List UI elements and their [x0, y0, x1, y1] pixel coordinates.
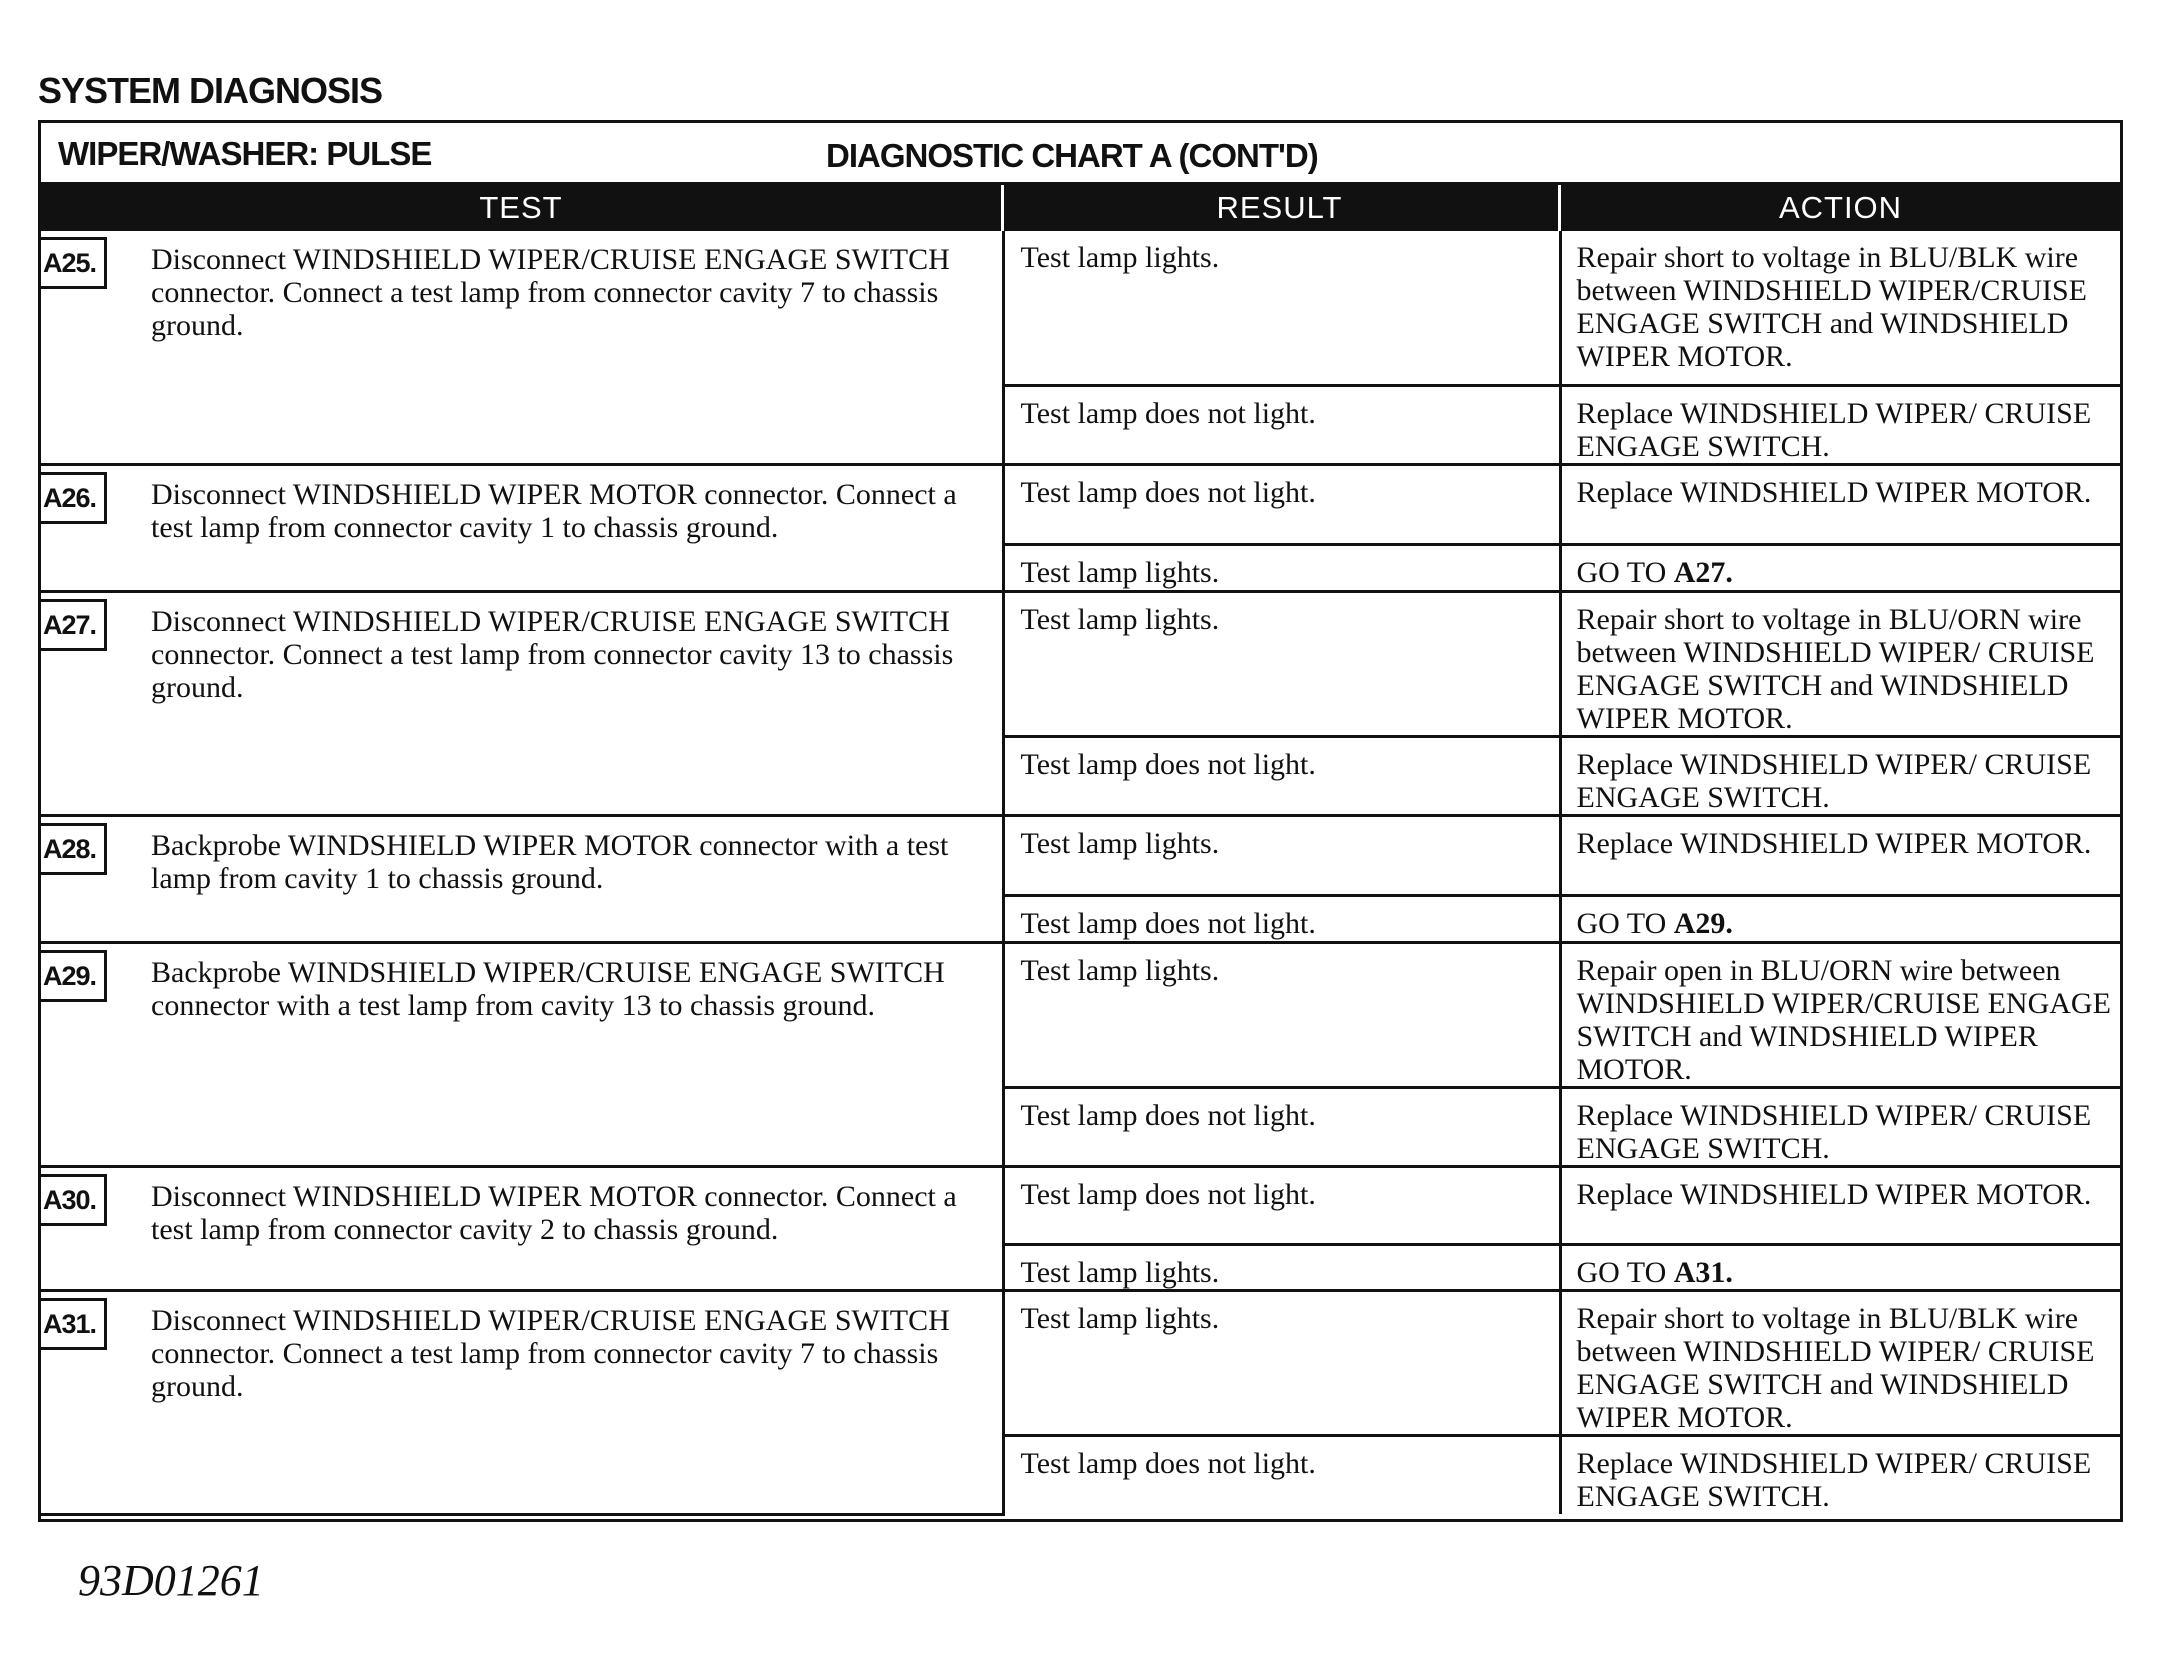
column-headers [41, 185, 2120, 231]
test-cell [41, 464, 1003, 591]
page-heading: SYSTEM DIAGNOSIS [38, 70, 383, 111]
action-text: Repair short to voltage in BLU/ORN wire between WINDSHIELD WIPER/ CRUISE ENGAGE SWITCH and WINDSHIELD WIPER MOTOR. [1576, 602, 2095, 735]
action-cell [1560, 1087, 2120, 1166]
action-text: Replace WINDSHIELD WIPER/ CRUISE ENGAGE SWITCH. [1576, 1098, 2092, 1165]
result-text: Test lamp does not light. [1020, 475, 1316, 509]
result-text: Test lamp does not light. [1020, 396, 1316, 430]
result-cell [1003, 385, 1560, 464]
action-cell [1560, 1435, 2120, 1514]
action-text: Replace WINDSHIELD WIPER/ CRUISE ENGAGE SWITCH. [1576, 747, 2092, 814]
test-instruction: Disconnect WINDSHIELD WIPER MOTOR connector. Connect a test lamp from connector cavity 1 to chassis ground. [151, 477, 957, 544]
result-text: Test lamp lights. [1020, 1301, 1220, 1335]
step-number: A27. [41, 599, 107, 651]
result-cell [1003, 895, 1560, 942]
step-number: A29. [41, 950, 107, 1002]
result-text: Test lamp lights. [1020, 555, 1220, 589]
action-cell [1560, 231, 2120, 385]
result-text: Test lamp does not light. [1020, 906, 1316, 940]
goto-step-ref: A31. [1673, 1255, 1733, 1289]
action-cell [1560, 1166, 2120, 1244]
step-number: A26. [41, 472, 107, 524]
table-row [41, 464, 2120, 544]
action-text: Replace WINDSHIELD WIPER MOTOR. [1576, 1177, 2092, 1211]
chart-title: DIAGNOSTIC CHART A (CONT'D) [826, 137, 1318, 174]
result-cell [1003, 464, 1560, 544]
result-cell [1003, 231, 1560, 385]
action-text: Repair open in BLU/ORN wire between WINDSHIELD WIPER/CRUISE ENGAGE SWITCH and WINDSHIELD WIPER MOTOR. [1576, 953, 2111, 1086]
result-text: Test lamp lights. [1020, 953, 1220, 987]
system-name: WIPER/WASHER: PULSE [58, 135, 432, 172]
test-instruction: Disconnect WINDSHIELD WIPER MOTOR connector. Connect a test lamp from connector cavity 2 to chassis ground. [151, 1179, 957, 1246]
test-instruction: Disconnect WINDSHIELD WIPER/CRUISE ENGAGE SWITCH connector. Connect a test lamp from connector cavity 7 to chassis ground. [151, 1303, 950, 1403]
test-cell [41, 942, 1003, 1166]
result-cell [1003, 1244, 1560, 1290]
action-text [1577, 907, 2113, 940]
step-number: A25. [41, 237, 107, 289]
result-text: Test lamp lights. [1020, 241, 1220, 274]
result-cell [1003, 942, 1560, 1087]
column-header-result: RESULT [1216, 190, 1343, 225]
result-text: Test lamp does not light. [1020, 1098, 1316, 1132]
test-cell [41, 1290, 1003, 1514]
action-text: Repair short to voltage in BLU/BLK wire between WINDSHIELD WIPER/ CRUISE ENGAGE SWITCH and WINDSHIELD WIPER MOTOR. [1576, 1301, 2095, 1434]
goto-step-ref: A29. [1673, 906, 1733, 940]
diagnostic-chart [38, 120, 2123, 1522]
action-cell [1560, 736, 2120, 815]
test-instruction: Backprobe WINDSHIELD WIPER/CRUISE ENGAGE SWITCH connector with a test lamp from cavity 13 to chassis ground. [151, 955, 945, 1022]
result-text: Test lamp does not light. [1020, 747, 1316, 781]
result-text: Test lamp does not light. [1020, 1177, 1316, 1211]
result-cell [1003, 544, 1560, 591]
result-cell [1003, 1435, 1560, 1514]
result-text: Test lamp lights. [1020, 826, 1220, 860]
table-row [41, 1166, 2120, 1244]
action-text [1577, 556, 2113, 589]
chart-header [41, 123, 2120, 185]
result-text: Test lamp lights. [1020, 1255, 1220, 1289]
action-text: Replace WINDSHIELD WIPER MOTOR. [1576, 826, 2092, 860]
table-row [41, 591, 2120, 736]
diagnostic-table [41, 231, 2120, 1516]
result-cell [1003, 591, 1560, 736]
action-text: Replace WINDSHIELD WIPER MOTOR. [1576, 475, 2092, 509]
result-text: Test lamp does not light. [1020, 1446, 1316, 1480]
step-number: A28. [41, 823, 107, 875]
action-text: Replace WINDSHIELD WIPER/ CRUISE ENGAGE SWITCH. [1576, 1446, 2092, 1513]
goto-label: GO TO [1576, 906, 1674, 940]
step-number: A30. [41, 1174, 107, 1226]
action-text: Replace WINDSHIELD WIPER/ CRUISE ENGAGE SWITCH. [1576, 396, 2092, 463]
result-cell [1003, 815, 1560, 895]
column-header-action: ACTION [1778, 190, 1903, 225]
figure-id: 93D01261 [78, 1556, 264, 1605]
goto-label: GO TO [1576, 1255, 1674, 1289]
table-row [41, 942, 2120, 1087]
action-cell [1560, 385, 2120, 464]
test-cell [41, 815, 1003, 942]
action-cell [1560, 942, 2120, 1087]
step-number: A31. [41, 1298, 107, 1350]
test-cell [41, 231, 1003, 464]
test-instruction: Backprobe WINDSHIELD WIPER MOTOR connector with a test lamp from cavity 1 to chassis ground. [151, 828, 949, 895]
table-row [41, 231, 2120, 385]
column-header-test: TEST [479, 190, 563, 225]
result-text: Test lamp lights. [1020, 602, 1220, 636]
action-cell [1560, 591, 2120, 736]
action-cell [1560, 1290, 2120, 1435]
test-cell [41, 591, 1003, 815]
goto-label: GO TO [1576, 555, 1674, 589]
result-cell [1003, 1290, 1560, 1435]
result-cell [1003, 1166, 1560, 1244]
action-cell [1560, 895, 2120, 942]
result-cell [1003, 736, 1560, 815]
test-instruction: Disconnect WINDSHIELD WIPER/CRUISE ENGAGE SWITCH connector. Connect a test lamp from connector cavity 13 to chassis ground. [151, 604, 954, 704]
test-instruction: Disconnect WINDSHIELD WIPER/CRUISE ENGAGE SWITCH connector. Connect a test lamp from connector cavity 7 to chassis ground. [151, 243, 950, 342]
action-cell [1560, 544, 2120, 591]
action-cell [1560, 815, 2120, 895]
action-text [1577, 1256, 2113, 1289]
action-text: Repair short to voltage in BLU/BLK wire between WINDSHIELD WIPER/CRUISE ENGAGE SWITCH and WINDSHIELD WIPER MOTOR. [1576, 241, 2087, 373]
table-row [41, 1290, 2120, 1435]
result-cell [1003, 1087, 1560, 1166]
action-cell [1560, 464, 2120, 544]
table-row [41, 815, 2120, 895]
action-cell [1560, 1244, 2120, 1290]
test-cell [41, 1166, 1003, 1290]
goto-step-ref: A27. [1673, 555, 1733, 589]
